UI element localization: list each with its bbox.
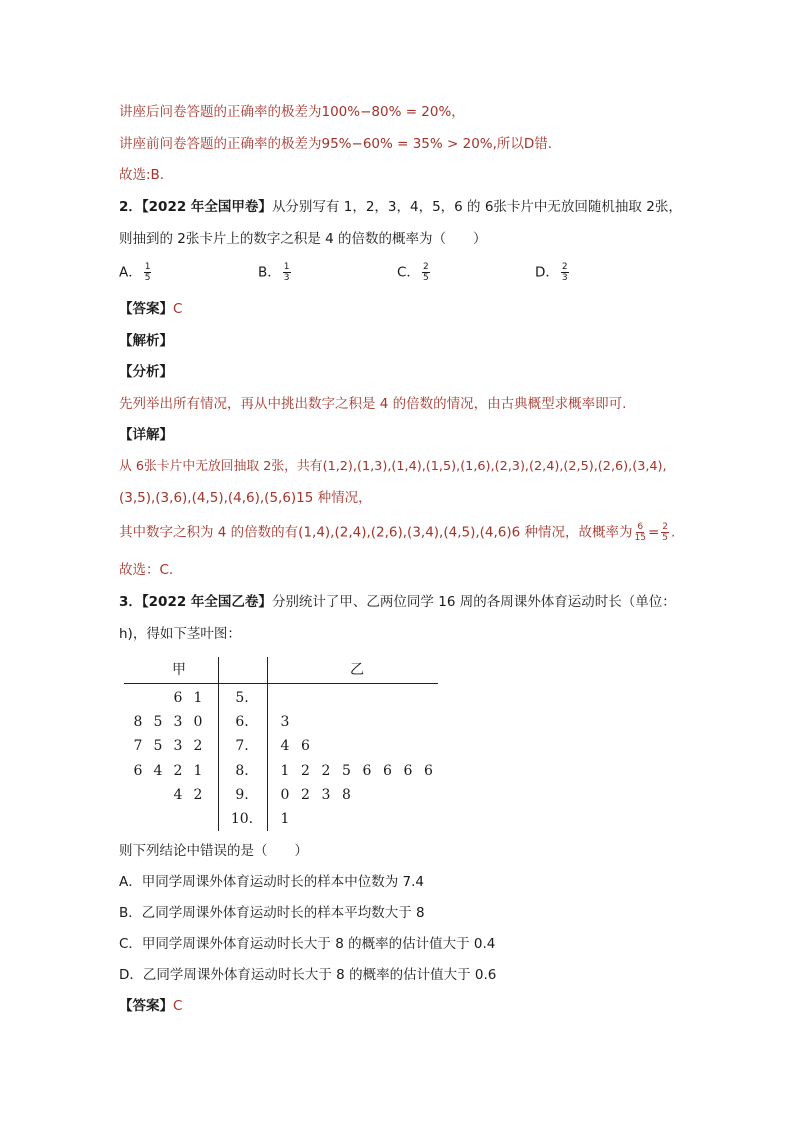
fraction-numerator: 2	[662, 522, 669, 532]
leaf-left: 4	[173, 786, 183, 803]
leaf-right: 2	[301, 786, 310, 803]
fraction-denominator: 5	[144, 273, 151, 283]
q3-stem-line-1	[119, 592, 676, 612]
leaf-left: 2	[193, 738, 203, 755]
leaf-right: 6	[362, 762, 372, 779]
header-rule	[124, 683, 438, 684]
q3-option-b: B．乙同学周课外体育运动时长的样本平均数大于 8	[119, 905, 425, 921]
q3-source: 【2022 年全国乙卷】	[141, 594, 272, 610]
q3-option-a: A．甲同学周课外体育运动时长的样本中位数为 7.4	[119, 874, 424, 890]
option-label: D．	[535, 264, 559, 281]
leaf-left: 3	[173, 714, 183, 731]
fraction-numerator: 2	[422, 262, 429, 272]
q2-detail-line-1	[119, 457, 667, 477]
leaf-left: 1	[193, 690, 203, 706]
option-fraction	[144, 262, 152, 283]
detail-pairs: (1,2),(1,3),(1,4),(1,5),(1,6),(2,3),(2,4),(2,5),(2,6),(3,4),	[322, 459, 667, 474]
fraction-numerator: 1	[144, 262, 151, 272]
fraction-numerator: 6	[637, 522, 644, 532]
leaf-right: 2	[321, 762, 331, 779]
leaf-right: 6	[301, 738, 310, 755]
q2-xiangjie-tag: 【详解】	[119, 427, 173, 443]
stem: 10.	[230, 811, 254, 827]
leaf-right: 6	[383, 762, 392, 779]
answer-value: C	[173, 998, 183, 1014]
option-label: B．	[258, 264, 281, 281]
detail-text: 其中数字之积为 4 的倍数的有	[119, 524, 299, 541]
q2-option-a	[119, 262, 153, 283]
q2-detail-line-3	[119, 522, 675, 543]
q2-option-b	[258, 262, 293, 283]
answer-tag: 【答案】	[119, 998, 173, 1014]
answer-value: C	[173, 301, 183, 317]
stem: 9.	[235, 786, 249, 803]
leaf-right: 5	[342, 762, 351, 779]
detail-text: 从 6张卡片中无放回抽取 2张，共有	[119, 459, 323, 474]
fraction-denominator: 3	[561, 273, 568, 283]
q2-analysis: 先列举出所有情况，再从中挑出数字之积是 4 的倍数的情况，由古典概型求概率即可.	[119, 396, 627, 412]
leaf-left: 5	[153, 738, 163, 755]
leaf-right: 1	[280, 762, 290, 779]
leaf-left: 2	[193, 786, 203, 803]
right-header: 乙	[350, 662, 364, 678]
q3-question: 则下列结论中错误的是（ ）	[119, 843, 308, 859]
q2-conclusion: 故选：C.	[119, 562, 174, 578]
fraction-denominator: 5	[662, 533, 669, 543]
period: .	[671, 524, 676, 541]
leaf-left: 4	[153, 762, 163, 779]
stem: 6.	[235, 714, 249, 731]
option-fraction	[422, 262, 430, 283]
fraction-numerator: 2	[561, 262, 568, 272]
stem: 8.	[235, 762, 249, 779]
q2-number: 2．	[119, 199, 142, 215]
q2-option-c	[397, 262, 432, 283]
q2-option-d	[535, 262, 571, 283]
q2-jiexi-tag: 【解析】	[119, 333, 173, 349]
leaf-right: 8	[342, 786, 351, 803]
fraction-denominator: 5	[422, 273, 429, 283]
probability-fraction	[661, 522, 669, 543]
q2-answer	[119, 299, 182, 319]
fraction-numerator: 1	[283, 262, 290, 272]
q3-stem-2: h)，得如下茎叶图：	[119, 626, 241, 642]
q2-stem-1: 从分别写有 1，2，3，4，5，6 的 6张卡片中无放回随机抽取 2张，	[271, 199, 682, 215]
q2-stem-2: 则抽到的 2张卡片上的数字之积是 4 的倍数的概率为（ ）	[119, 231, 487, 247]
fraction-denominator: 3	[283, 273, 290, 283]
option-fraction	[561, 262, 569, 283]
leaf-right: 1	[280, 811, 290, 827]
leaf-right: 6	[403, 762, 413, 779]
leaf-right: 6	[424, 762, 433, 779]
q2-stem-line-1	[119, 197, 682, 217]
leaf-left: 6	[133, 762, 143, 779]
leaf-left: 0	[193, 714, 203, 731]
q3-option-d: D．乙同学周课外体育运动时长大于 8 的概率的估计值大于 0.6	[119, 967, 497, 983]
solution-line-3: 故选:B.	[119, 167, 165, 183]
leaf-right: 2	[301, 762, 310, 779]
fraction-denominator: 15	[634, 533, 646, 543]
q3-stem-1: 分别统计了甲、乙两位同学 16 周的各周课外体育运动时长（单位：	[271, 594, 676, 610]
answer-tag: 【答案】	[119, 301, 173, 317]
option-label: C．	[397, 264, 420, 281]
leaf-left: 6	[173, 690, 183, 706]
leaf-left: 7	[133, 738, 143, 755]
q2-source: 【2022 年全国甲卷】	[141, 199, 272, 215]
detail-pairs: (1,4),(2,4),(2,6),(3,4),(4,5),(4,6)6 种情况，故概率为	[298, 524, 633, 541]
probability-fraction	[635, 522, 646, 543]
option-label: A．	[119, 264, 142, 281]
leaf-left: 2	[173, 762, 183, 779]
left-header: 甲	[172, 662, 186, 678]
leaf-left: 3	[173, 738, 183, 755]
equals-sign: =	[647, 524, 660, 541]
stem: 5.	[235, 690, 249, 706]
solution-line-1: 讲座后问卷答题的正确率的极差为100%−80% = 20%，	[119, 104, 465, 120]
q3-number: 3．	[119, 594, 142, 610]
leaf-right: 0	[280, 786, 290, 803]
leaf-left: 5	[153, 714, 163, 731]
leaf-left: 8	[133, 714, 143, 731]
q3-answer	[119, 996, 182, 1016]
divider-left	[218, 657, 219, 831]
stem: 7.	[235, 738, 249, 755]
leaf-right: 3	[280, 714, 290, 731]
leaf-left: 1	[193, 762, 203, 779]
leaf-right: 4	[280, 738, 290, 755]
q2-detail-line-2: (3,5),(3,6),(4,5),(4,6),(5,6)15 种情况，	[119, 490, 372, 506]
divider-right	[267, 657, 268, 831]
solution-line-2: 讲座前问卷答题的正确率的极差为95%−60% = 35% > 20%,所以D错.	[119, 136, 553, 152]
q3-option-c: C．甲同学周课外体育运动时长大于 8 的概率的估计值大于 0.4	[119, 936, 496, 952]
option-fraction	[283, 262, 291, 283]
q2-fenxi-tag: 【分析】	[119, 364, 173, 380]
leaf-right: 3	[321, 786, 331, 803]
